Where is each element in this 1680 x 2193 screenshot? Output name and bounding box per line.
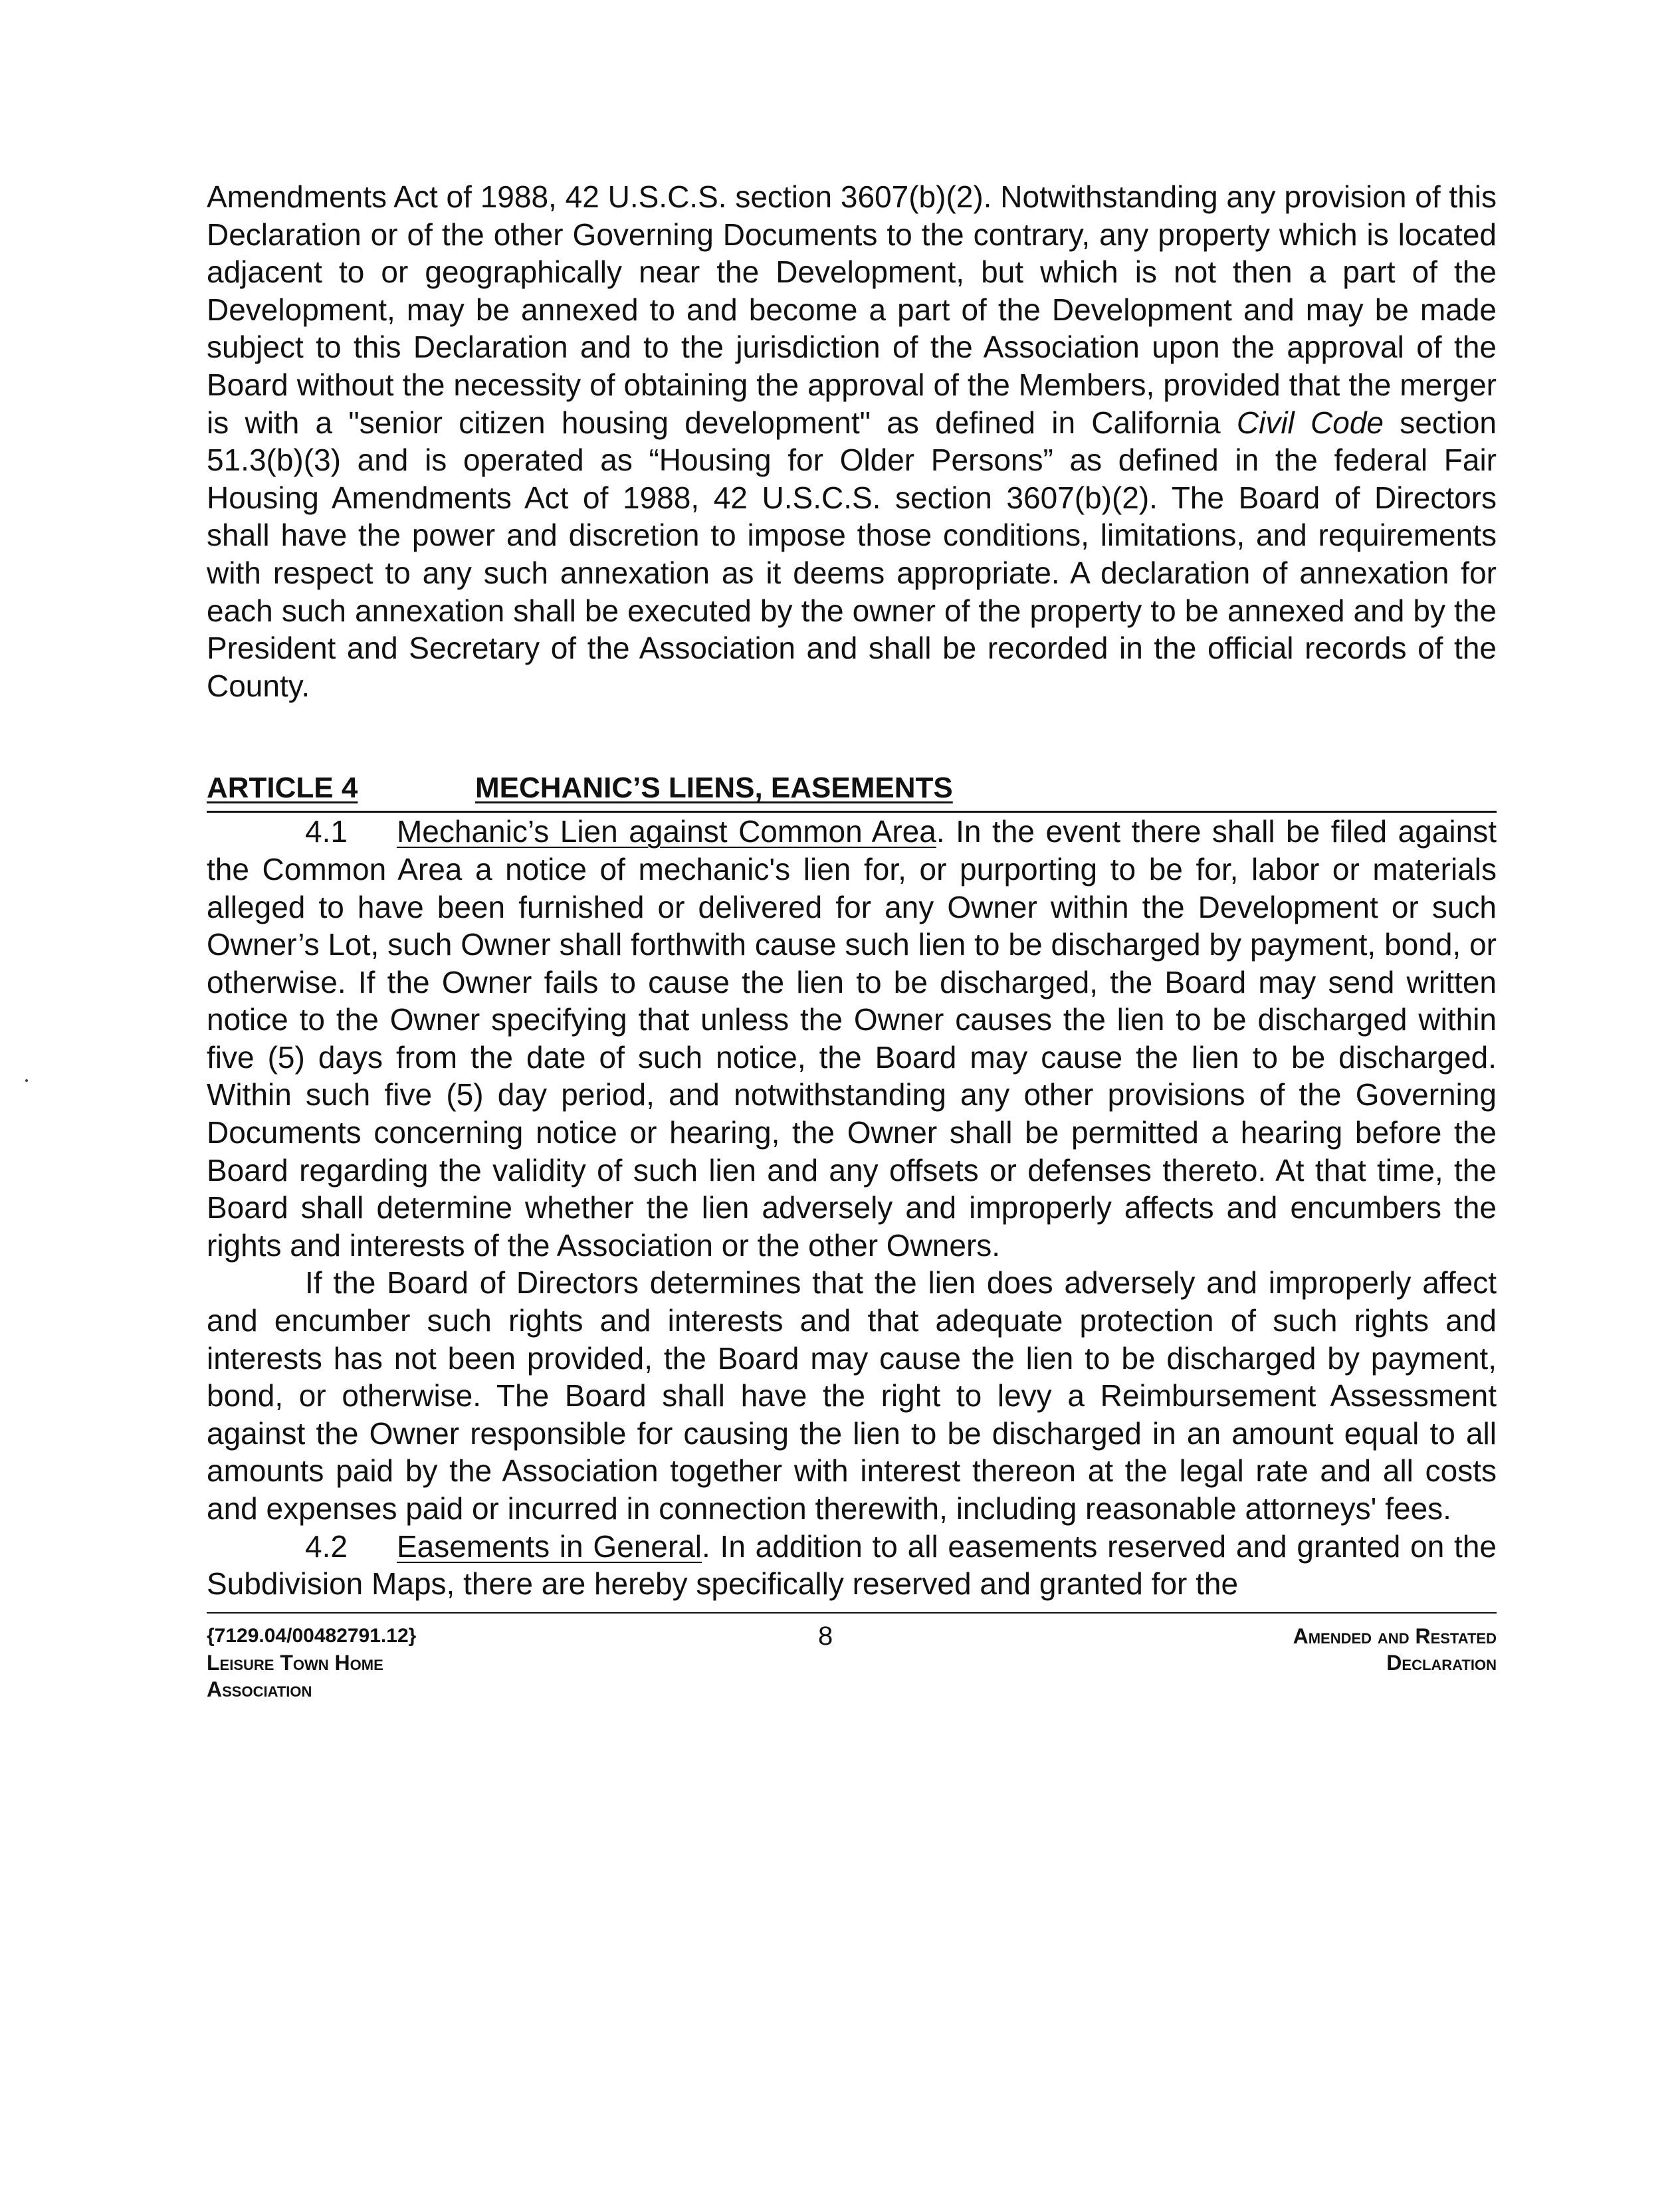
- section-4-2: [207, 1528, 1497, 1603]
- continuation-text: Amendments Act of 1988, 42 U.S.C.S. section 3607(b)(2). Notwithstanding any provision of this Declaration or of the other Governing Documents to the contrary, any property which is located adjacent to or geographically near the Development, but which is not then a part of the Development, may be annexed to and become a part of the Development and may be made subject to this Declaration and to the jurisdiction of the Association upon the approval of the Board without the necessity of obtaining the approval of the Members, provided that the merger is with a "senior citizen housing development" as defined in California: [207, 179, 1497, 440]
- footer-title-line2: Declaration: [1386, 1650, 1497, 1675]
- section-4-1-heading: Mechanic’s Lien against Common Area: [396, 814, 936, 849]
- article-heading: [207, 771, 1497, 813]
- footer-rule: [207, 1612, 1497, 1614]
- section-4-1: [207, 813, 1497, 1264]
- footer-title-line1: Amended and Restated: [1293, 1623, 1497, 1648]
- footer-right: [1293, 1623, 1497, 1676]
- footer-page-number: 8: [818, 1621, 833, 1651]
- section-4-2-text: . In addition to all easements reserved and granted on the Subdivision Maps, there are hereby specifically reserved and granted for the: [207, 1528, 1497, 1602]
- footer-left: [207, 1623, 416, 1703]
- page-footer: [207, 1623, 1497, 1729]
- article-title: MECHANIC’S LIENS, EASEMENTS: [475, 772, 953, 805]
- civil-code-italic: Civil Code: [1236, 405, 1384, 440]
- section-4-1-paragraph-2: If the Board of Directors determines that the lien does adversely and improperly affect and encumber such rights and interests and that adequate protection of such rights and interests has not been provided, the Board may cause the lien to be discharged by payment, bond, or otherwise. The Board shall have the right to levy a Reimbursement Assessment against the Owner responsible for causing the lien to be discharged in an amount equal to all amounts paid by the Association together with interest thereon at the legal rate and all costs and expenses paid or incurred in connection therewith, including reasonable attorneys' fees.: [207, 1265, 1497, 1526]
- footer-org-line2: Association: [207, 1677, 312, 1701]
- footer-org-line1: Leisure Town Home: [207, 1650, 383, 1675]
- footer-doc-id: {7129.04/00482791.12}: [207, 1624, 417, 1647]
- continuation-paragraph: [207, 178, 1497, 704]
- scan-artifact-dot: [25, 1079, 28, 1082]
- article-number: ARTICLE 4: [207, 772, 358, 805]
- section-4-1-text: . In the event there shall be filed against the Common Area a notice of mechanic's lien for, or purporting to be for, labor or materials alleged to have been furnished or delivered for any Owner within the Development or such Owner’s Lot, such Owner shall forthwith cause such lien to be discharged by payment, bond, or otherwise. If the Owner fails to cause the lien to be discharged, the Board may send written notice to the Owner specifying that unless the Owner causes the lien to be discharged within five (5) days from the date of such notice, the Board may cause the lien to be discharged. Within such five (5) day period, and notwithstanding any other provisions of the Governing Documents concerning notice or hearing, the Owner shall be permitted a hearing before the Board regarding the validity of such lien and any offsets or defenses thereto. At that time, the Board shall determine whether the lien adversely and improperly affects and encumbers the rights and interests of the Association or the other Owners.: [207, 814, 1497, 1263]
- section-4-2-heading: Easements in General: [396, 1528, 702, 1564]
- continuation-text-rest: section 51.3(b)(3) and is operated as “Housing for Older Persons” as defined in the federal Fair Housing Amendments Act of 1988, 42 U.S.C.S. section 3607(b)(2). The Board of Directors shall have the power and discretion to impose those conditions, limitations, and requirements with respect to any such annexation as it deems appropriate. A declaration of annexation for each such annexation shall be executed by the owner of the property to be annexed and by the President and Secretary of the Association and shall be recorded in the official records of the County.: [207, 405, 1497, 703]
- section-4-1-number: 4.1: [305, 814, 348, 849]
- section-4-2-number: 4.2: [305, 1528, 348, 1564]
- document-page: [207, 178, 1497, 1729]
